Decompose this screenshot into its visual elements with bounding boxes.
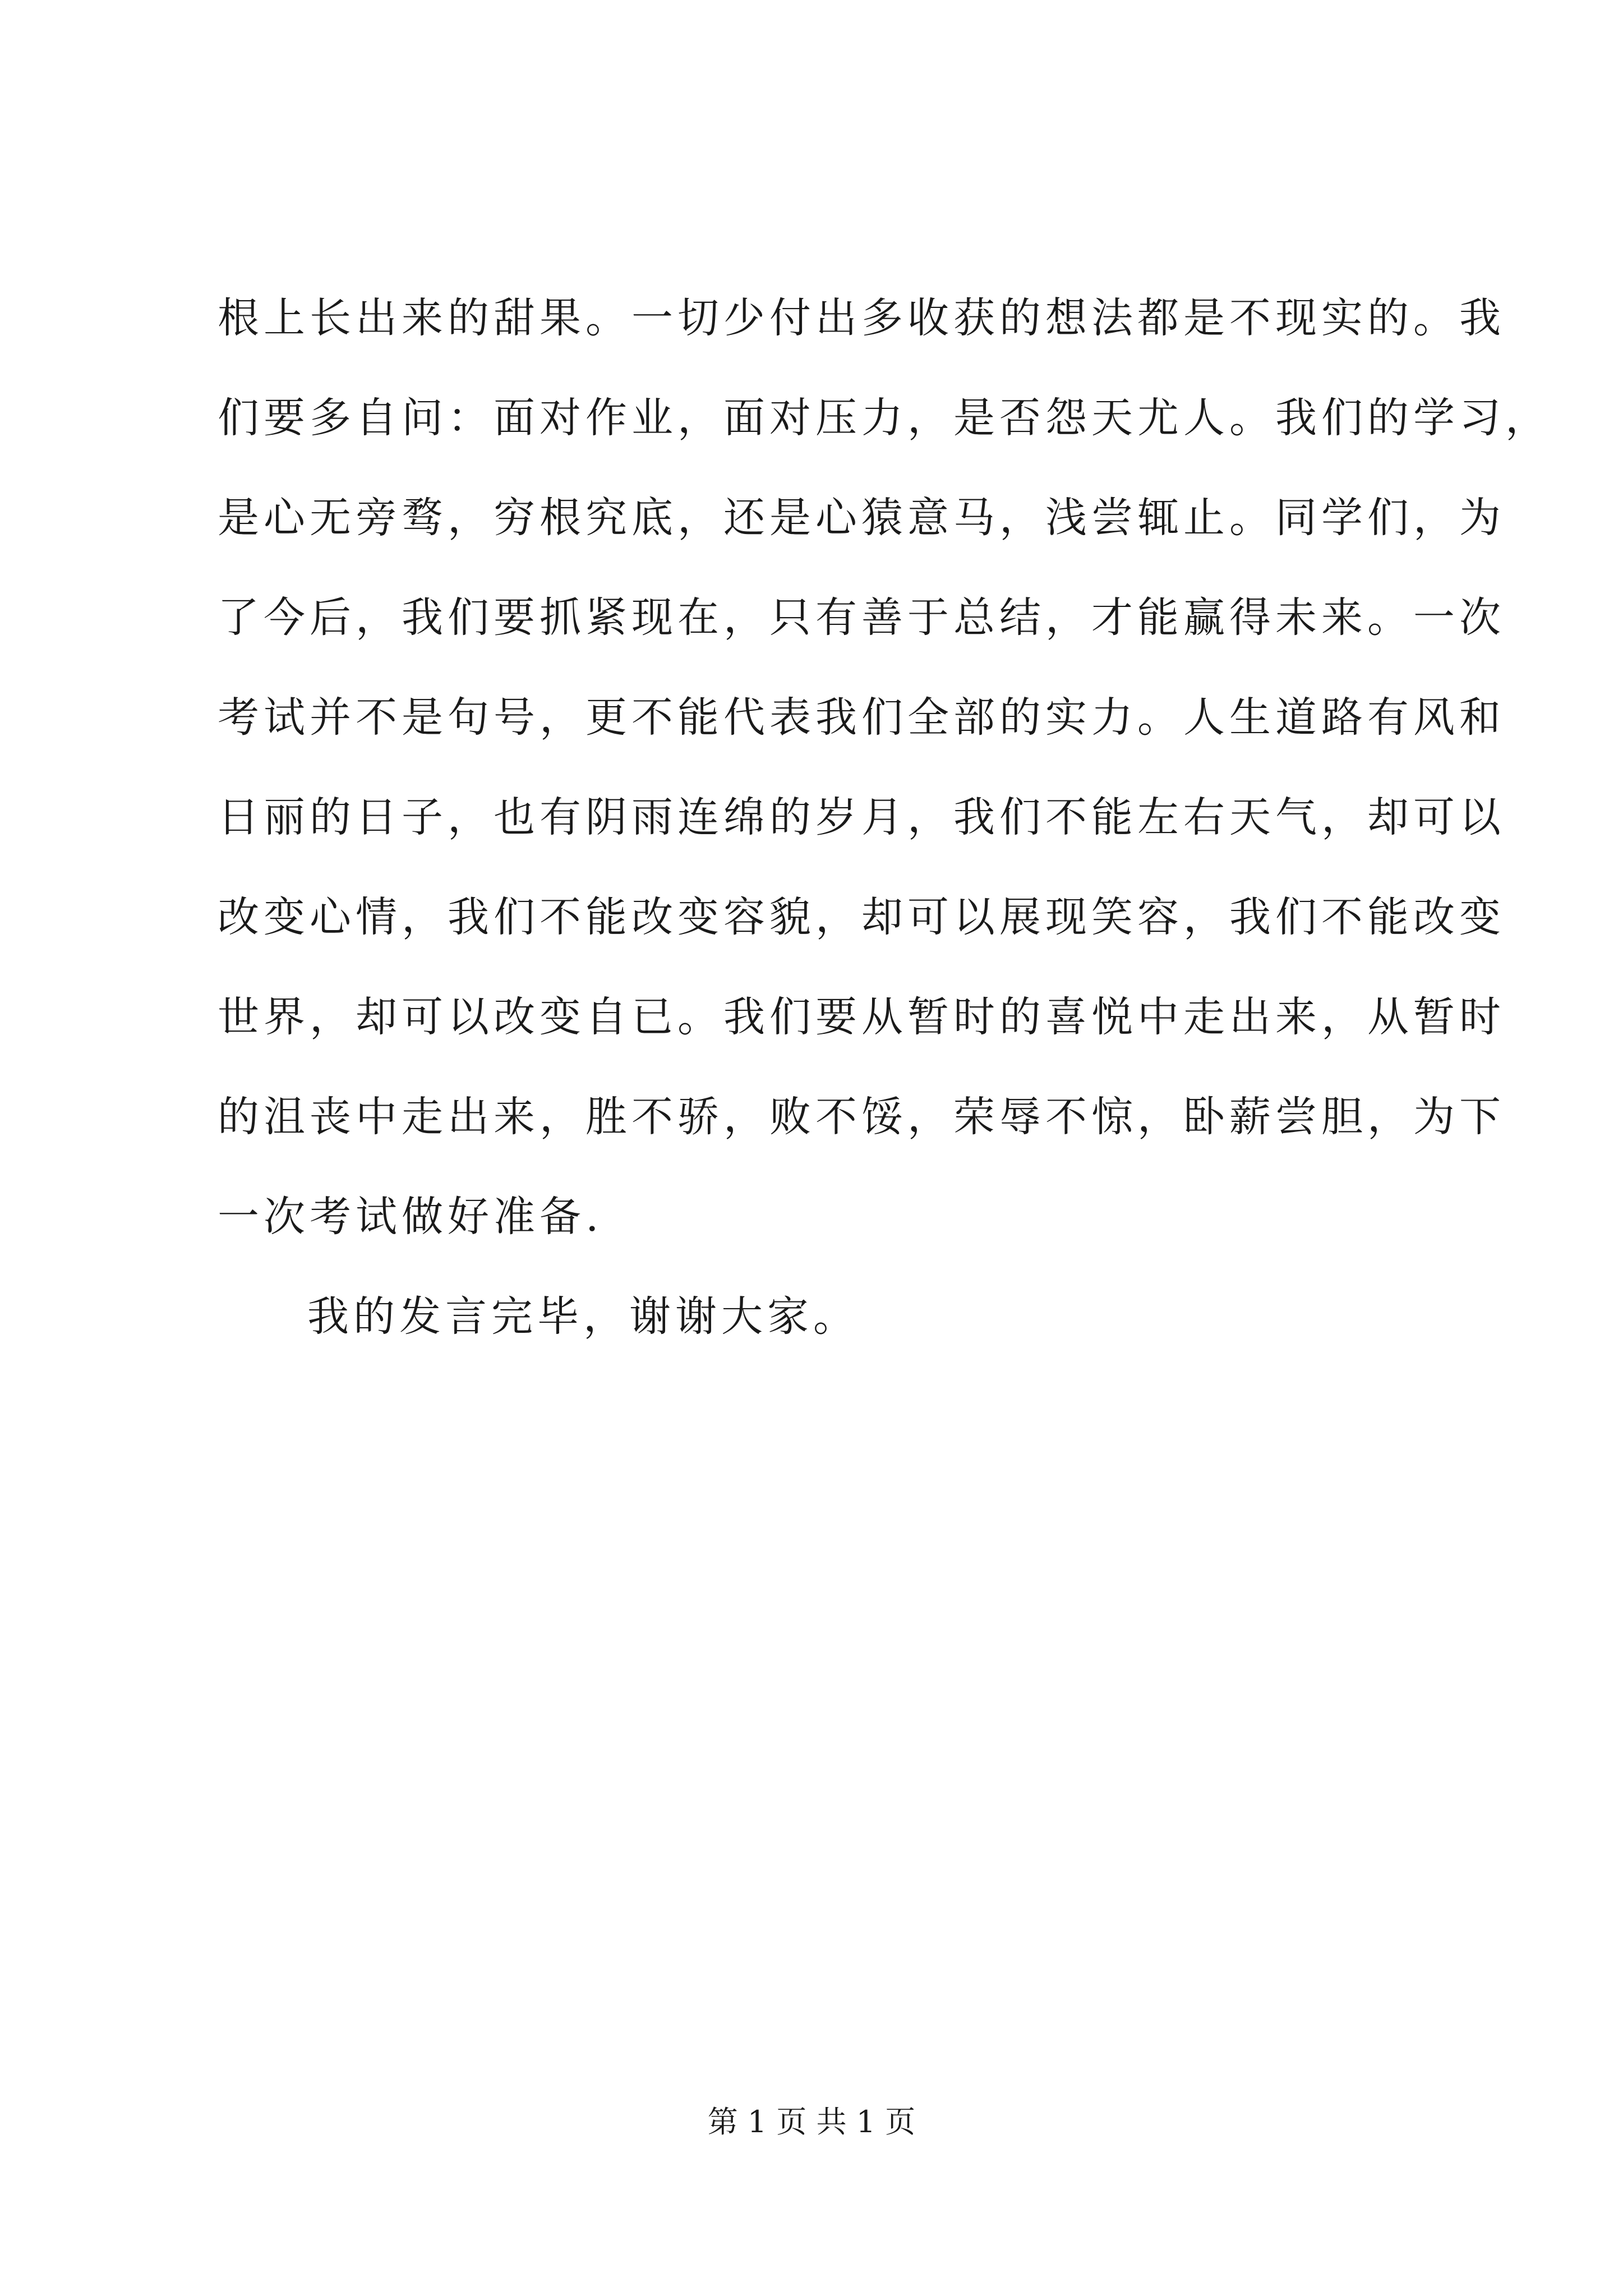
paragraph-line: 世界，却可以改变自已。我们要从暂时的喜悦中走出来，从暂时 [218,993,1505,1041]
paragraph-line: 们要多自问：面对作业，面对压力，是否怨天尤人。我们的学习， [218,394,1551,442]
paragraph-line: 一次考试做好准备. [218,1193,603,1241]
paragraph-line: 根上长出来的甜果。一切少付出多收获的想法都是不现实的。我 [218,294,1505,342]
paragraph-line: 是心无旁骛，穷根究底，还是心猿意马，浅尝辄止。同学们，为 [218,494,1505,542]
closing-paragraph: 我的发言完毕，谢谢大家。 [307,1292,859,1341]
paragraph-line: 考试并不是句号，更不能代表我们全部的实力。人生道路有风和 [218,693,1505,742]
body-text [218,268,1551,1366]
paragraph-line: 了今后，我们要抓紧现在，只有善于总结，才能赢得未来。一次 [218,593,1505,642]
page-number-footer: 第 1 页 共 1 页 [707,2104,916,2139]
paragraph-line: 日丽的日子，也有阴雨连绵的岁月，我们不能左右天气，却可以 [218,793,1505,841]
paragraph-line: 改变心情，我们不能改变容貌，却可以展现笑容，我们不能改变 [218,893,1505,941]
paragraph-line: 的沮丧中走出来，胜不骄，败不馁，荣辱不惊，卧薪尝胆，为下 [218,1093,1505,1141]
